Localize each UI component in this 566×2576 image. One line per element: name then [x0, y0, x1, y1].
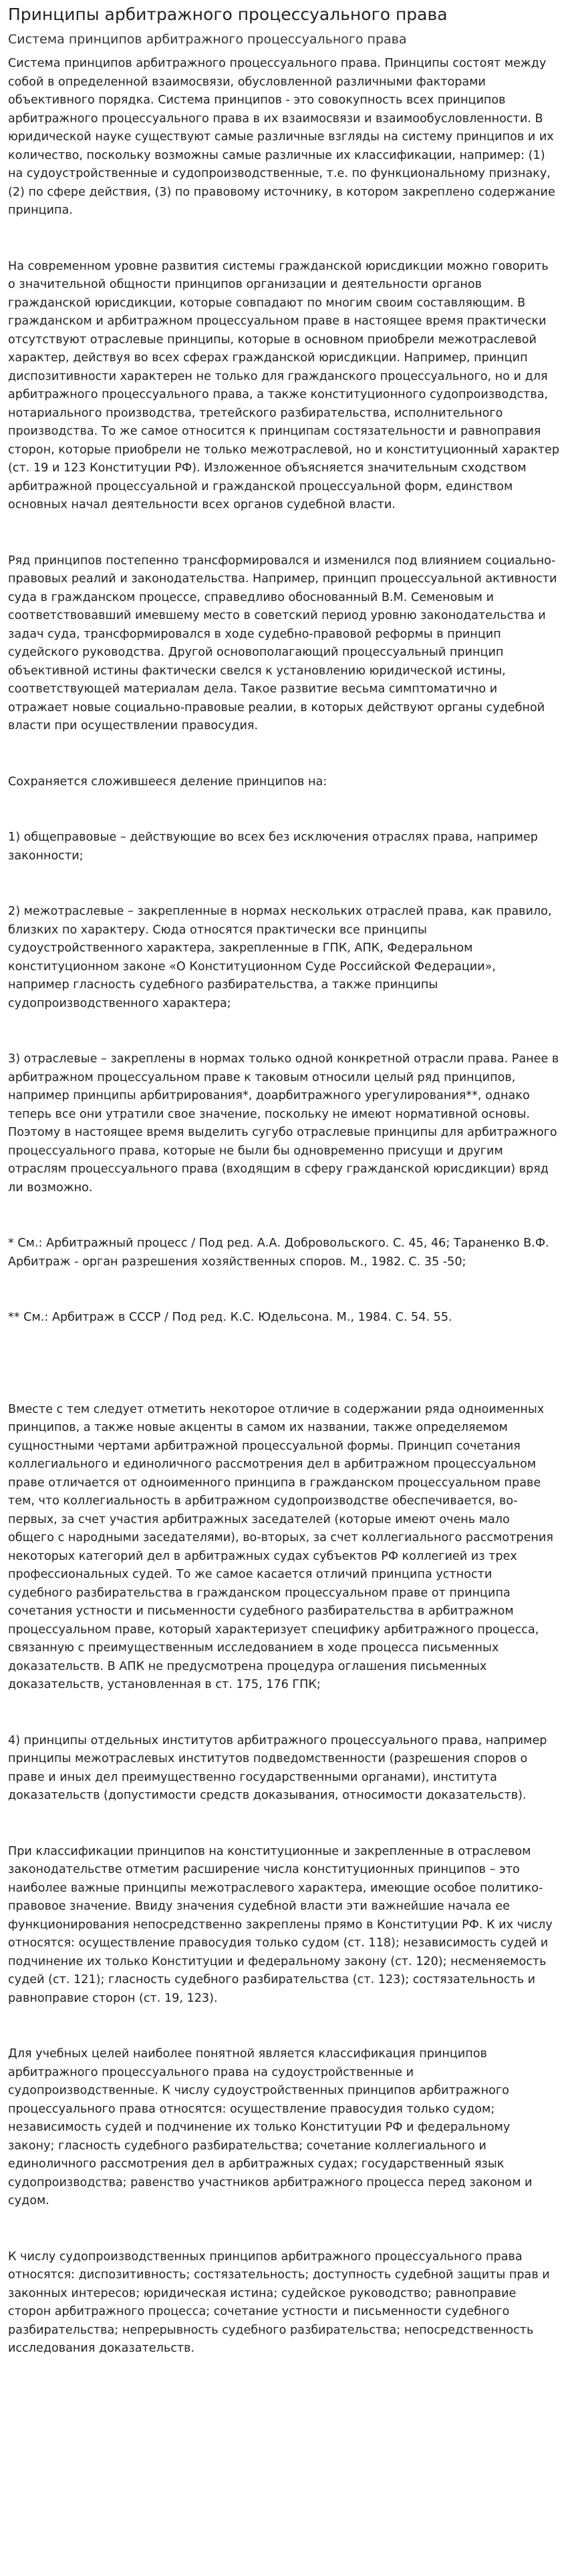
paragraph-modern-development: На современном уровне развития системы гражданской юрисдикции можно говорить о значительной общности принципов организации и деятельности органов гражданской юрисдикции, которые совпадают по многим своим составляющим. В гражданском и арбитражном процессуальном праве в настоящее время практически отсутствуют отраслевые принципы, которые в основном приобрели межотраслевой характер, действуя во всех сферах гражданской юрисдикции. Например, принцип диспозитивности характерен не только для гражданского процессуального, но и для арбитражного процессуального права, а также конституционного судопроизводства, нотариального производства, третейского разбирательства, исполнительного производства. То же самое относится к принципам состязательности и равноправия сторон, которые приобрели не только межотраслевой, но и конституционный характер (ст. 19 и 123 Конституции РФ). Изложенное объясняется значительным сходством арбитражной процессуальной и гражданской процессуальной форм, единством основных начал деятельности всех органов судебной власти.: [8, 259, 560, 511]
paragraph-division-intro: Сохраняется сложившееся деление принципов на:: [8, 775, 327, 789]
spacer: [8, 1695, 559, 1732]
paragraph-transformation: Ряд принципов постепенно трансформировался и изменился под влиянием социально-правовых реалий и законодательства. Например, принцип процессуальной активности суда в гражданском процессе, справедливо обоснованный В.М. Семеновым и соответствовавший имевшему место в советский период уровню законодательства и задач суда, трансформировался в ходе судебно-правовой реформы в принцип судейского руководства. Другой основополагающий процессуальный принцип объективной истины фактически свелся к установлению юридической истины, соответствующей материалам дела. Такое развитие весьма симптоматично и отражает новые социально-правовые реалии, в которых действуют органы судебной власти при осуществлении правосудия.: [8, 554, 557, 732]
list-item-branch: 3) отраслевые – закреплены в нормах только одной конкретной отрасли права. Ранее в арбитражном процессуальном праве к таковым относили целый ряд принципов, например принципы арбитрирования*, доарбитражного урегулирования**, однако теперь все они утратили свое значение, поскольку не имеют нормативной основы. Поэтому в настоящее время выделить сугубо отраслевые принципы для арбитражного процессуального права, которые не были бы одновременно присущи и другим отраслям процессуального права (входящим в сферу гражданской юрисдикции) вряд ли возможно.: [8, 1052, 559, 1195]
spacer: [8, 220, 559, 258]
spacer: [8, 736, 559, 773]
paragraph-differences: Вместе с тем следует отметить некоторое отличие в содержании ряда одноименных принципов, а также новые акценты в самом их названии, также определяемом сущностными чертами арбитражной процессуальной формы. Принцип сочетания коллегиального и единоличного рассмотрения дел в арбитражном процессуальном праве отличается от одноименного принципа в гражданском процессуальном праве тем, что коллегиальность в арбитражном судопроизводстве обеспечивается, во-первых, за счет участия арбитражных заседателей (которые имеют очень мало общего с народными заседателями), во-вторых, за счет коллегиального рассмотрения некоторых категорий дел в арбитражных судах субъектов РФ коллегией из трех профессиональных судей. То же самое касается отличий принципа устности судебного разбирательства в гражданском процессуальном праве от принципа сочетания устности и письменности судебного разбирательства в арбитражном процессуальном праве, который характеризует специфику арбитражного процесса, связанную с преимущественным исследованием в ходе процесса письменных доказательств. В АПК не предусмотрена процедура оглашения письменных доказательств, установленная в ст. 175, 176 ГПК;: [8, 1402, 553, 1691]
spacer: [8, 1197, 559, 1235]
spacer: [8, 791, 559, 829]
footnote-1: * См.: Арбитражный процесс / Под ред. А.А. Добровольского. С. 45, 46; Тараненко В.Ф. Арбитраж - орган разрешения хозяйственных споров. М., 1982. С. 35 -50;: [8, 1237, 549, 1269]
spacer: [8, 1271, 559, 1309]
footnote-2: ** См.: Арбитраж в СССР / Под ред. К.С. Юдельсона. М., 1984. С. 54. 55.: [8, 1311, 452, 1324]
list-item-general-legal: 1) общеправовые – действующие во всех без исключения отраслях права, например законности;: [8, 831, 538, 863]
paragraph-system-of-principles: Система принципов арбитражного процессуального права. Принципы состоят между собой в определенной взаимосвязи, обусловленной различными факторами объективного порядка. Система принципов - это совокупность всех принципов арбитражного процессуального права в их взаимосвязи и взаимообусловленности. В юридической науке существуют самые различные взгляды на систему принципов и их количество, поскольку возможны самые различные их классификации, например: (1) на судоустройственные и судопроизводственные, т.е. по функциональному признаку, (2) по сфере действия, (3) по правовому источнику, в котором закреплено содержание принципа.: [8, 57, 555, 217]
paragraph-educational-classification: Для учебных целей наиболее понятной является классификация принципов арбитражного процессуального права на судоустройственные и судопроизводственные. К числу судоустройственных принципов арбитражного процессуального права относятся: осуществление правосудия только судом; независимость судей и подчинение их только Конституции РФ и федеральному закону; гласность судебного разбирательства; сочетание коллегиального и единоличного рассмотрения дел в арбитражных судах; государственный язык судопроизводства; равенство участников арбитражного процесса перед законом и судом.: [8, 2047, 533, 2207]
section-subtitle: Система принципов арбитражного процессуального права: [8, 32, 407, 47]
spacer: [8, 1013, 559, 1050]
list-item-inter-branch: 2) межотраслевые – закрепленные в нормах нескольких отраслей права, как правило, близких по характеру. Сюда относятся практически все принципы судоустройственного характера, закрепленные в ГПК, АПК, Федеральном конституционном законе «О Конституционном Суде Российской Федерации», например гласность судебного разбирательства, а также принципы судопроизводственного характера;: [8, 905, 552, 1010]
list-item-institutes: 4) принципы отдельных институтов арбитражного процессуального права, например принципы межотраслевых институтов подведомственности (разрешения споров о праве и иных дел преимущественно государственными органами), института доказательств (допустимости средств доказывания, относимости доказательств).: [8, 1733, 547, 1802]
spacer: [8, 2211, 559, 2248]
spacer: [8, 865, 559, 903]
spacer: [8, 1805, 559, 1843]
paragraph-procedural-principles: К числу судопроизводственных принципов арбитражного процессуального права относятся: диспозитивность; состязательность; доступность судебной защиты прав и законных интересов; юридическая истина; судейское руководство; равноправие сторон арбитражного процесса; сочетание устности и письменности судебного разбирательства; непрерывность судебного разбирательства; непосредственность исследования доказательств.: [8, 2249, 550, 2355]
spacer: [8, 2008, 559, 2045]
spacer: [8, 1327, 559, 1401]
spacer: [8, 515, 559, 552]
paragraph-constitutional: При классификации принципов на конституционные и закрепленные в отраслевом законодательстве отметим расширение числа конституционных принципов – это наиболее важные принципы межотраслевого характера, имеющие особое политико-правовое значение. Ввиду значения судебной власти эти важнейшие начала ее функционирования непосредственно закреплены прямо в Конституции РФ. К их числу относятся: осуществление правосудия только судом (ст. 118); независимость судей и подчинение их только Конституции и федеральному закону (ст. 120); несменяемость судей (ст. 121); гласность судебного разбирательства (ст. 123); состязательность и равноправие сторон (ст. 19, 123).: [8, 1844, 553, 2005]
page-title: Принципы арбитражного процессуального права: [8, 5, 448, 24]
